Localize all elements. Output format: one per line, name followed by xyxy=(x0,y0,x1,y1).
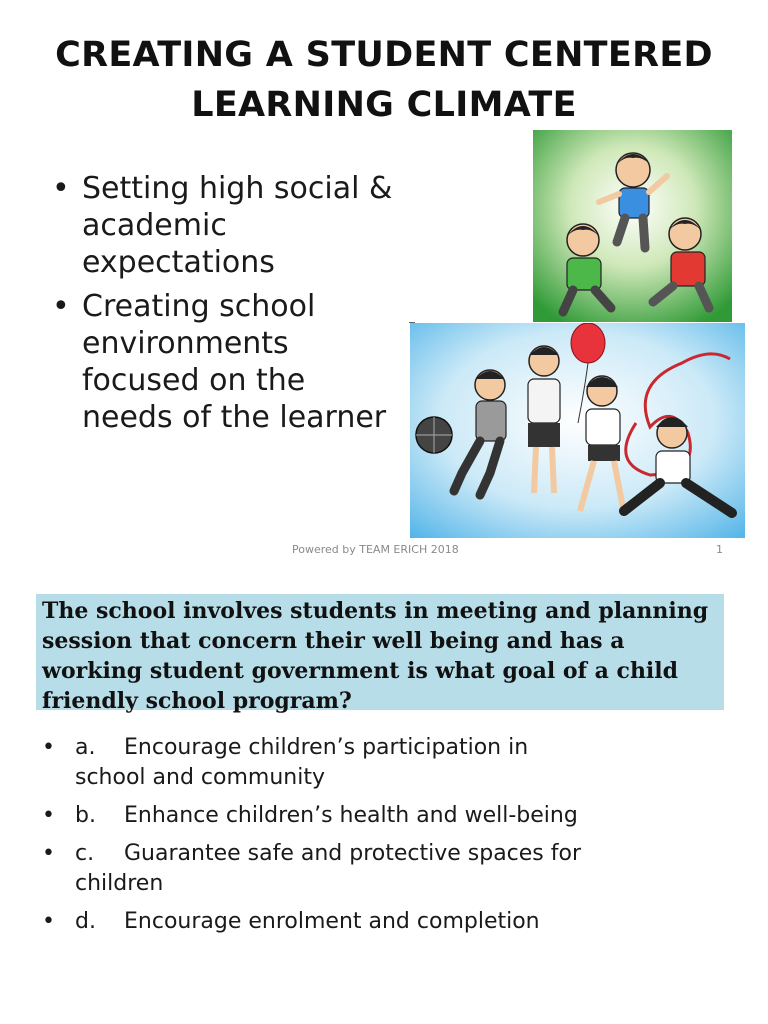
slide-title xyxy=(20,30,748,130)
bullet-list xyxy=(52,170,397,443)
choice-c xyxy=(42,839,582,899)
choice-text: Guarantee safe and protective spaces for children xyxy=(75,841,582,896)
choice-text: Enhance children’s health and well-being xyxy=(124,803,578,828)
choice-text: Encourage enrolment and completion xyxy=(124,909,540,934)
bullet-item: • Creating school environments focused on the needs of the learner xyxy=(52,288,397,436)
slide-2 xyxy=(0,570,768,1024)
bullet-item: • Setting high social & academic expectations xyxy=(52,170,397,281)
children-playing-illustration xyxy=(533,130,732,322)
page-number: 1 xyxy=(716,543,723,556)
title-line-2: LEARNING CLIMATE xyxy=(191,85,577,125)
footer-credit: Powered by TEAM ERICH 2018 xyxy=(292,543,459,556)
choice-letter: b. xyxy=(75,803,96,828)
title-line-1: CREATING A STUDENT CENTERED xyxy=(55,35,713,75)
choice-letter: d. xyxy=(75,909,96,934)
choice-b xyxy=(42,801,582,831)
choice-letter: a. xyxy=(75,735,96,760)
choice-d xyxy=(42,907,582,937)
answer-choices xyxy=(42,733,582,945)
choice-letter: c. xyxy=(75,841,95,866)
choice-text: Encourage children’s participation in school and community xyxy=(75,735,529,790)
children-sports-illustration xyxy=(410,323,745,538)
choice-a xyxy=(42,733,582,793)
question-box: The school involves students in meeting and planning session that concern their well being and has a working student government is what goal of a child friendly school program? xyxy=(36,594,724,710)
